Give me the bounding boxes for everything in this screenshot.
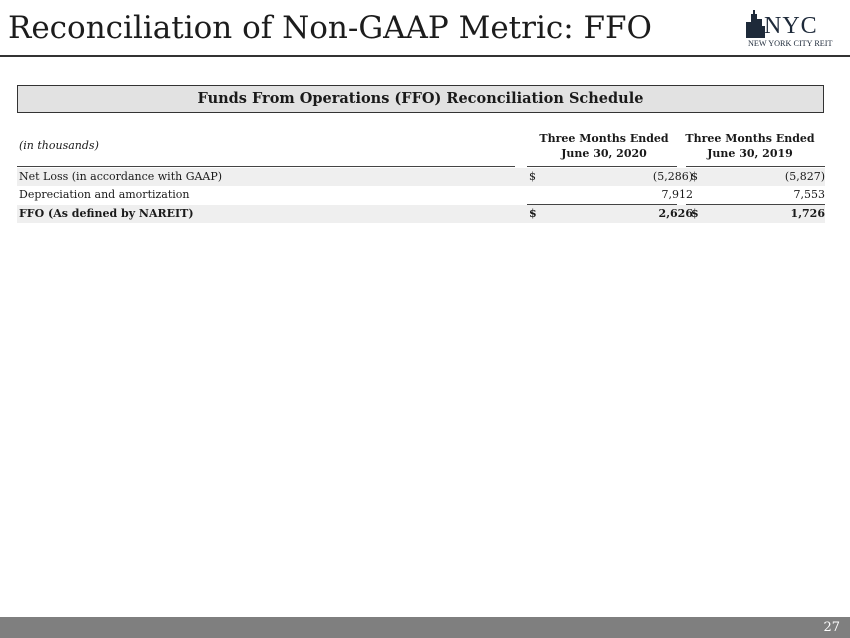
value-2020: (5,286) <box>652 170 693 183</box>
footer-bar <box>0 617 850 638</box>
column-header-2020 <box>534 131 674 161</box>
currency-symbol: $ <box>529 170 536 183</box>
currency-symbol: $ <box>691 207 699 220</box>
schedule-title: Funds From Operations (FFO) Reconciliation Schedule <box>17 85 824 113</box>
header-rule-2020 <box>527 166 677 167</box>
header-rule-2019 <box>686 166 825 167</box>
logo-wordmark: NYC <box>764 13 818 39</box>
column-header-line2: June 30, 2019 <box>707 147 793 160</box>
page-number: 27 <box>823 620 840 635</box>
value-2019: (5,827) <box>784 170 825 183</box>
table-row-net-loss <box>17 168 825 186</box>
row-label: Depreciation and amortization <box>19 188 190 201</box>
table-row-ffo <box>17 205 825 223</box>
value-2019: 1,726 <box>790 207 825 220</box>
column-header-line2: June 30, 2020 <box>561 147 647 160</box>
value-2020: 2,626 <box>658 207 693 220</box>
table-row-depreciation <box>17 186 825 204</box>
column-header-2019 <box>680 131 820 161</box>
skyline-icon <box>746 10 766 38</box>
page-title: Reconciliation of Non-GAAP Metric: FFO <box>8 10 652 46</box>
column-header-line1: Three Months Ended <box>539 132 669 145</box>
value-2020: 7,912 <box>661 188 693 201</box>
currency-symbol: $ <box>691 170 698 183</box>
value-2019: 7,553 <box>793 188 825 201</box>
header-rule-label <box>17 166 515 167</box>
logo-subtext: NEW YORK CITY REIT <box>748 39 833 48</box>
title-divider <box>0 55 850 57</box>
currency-symbol: $ <box>529 207 537 220</box>
company-logo <box>746 10 836 50</box>
units-note: (in thousands) <box>19 139 99 152</box>
row-label: Net Loss (in accordance with GAAP) <box>19 170 223 183</box>
row-label: FFO (As defined by NAREIT) <box>19 207 194 220</box>
column-header-line1: Three Months Ended <box>685 132 815 145</box>
